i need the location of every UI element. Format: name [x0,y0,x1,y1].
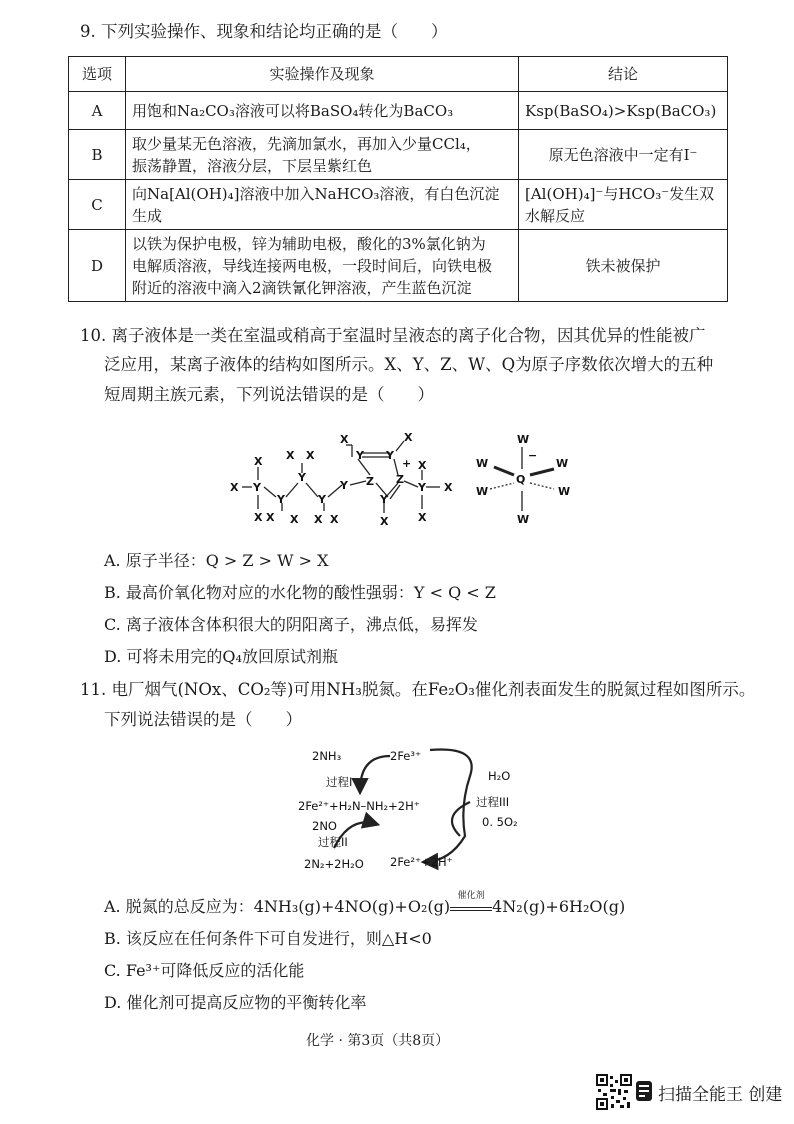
atom-x: X [254,455,263,468]
label-fe2: 2Fe²⁺+2H⁺ [390,855,453,869]
atom-x: X [230,481,239,494]
label-products2: 2N₂+2H₂O [304,857,364,871]
row-option: C [69,180,126,230]
label-o2: 0. 5O₂ [482,815,518,829]
atom-w: W [517,433,530,446]
q10-option-c: C. 离子液体含体积很大的阴阳离子，沸点低，易挥发 [104,615,478,634]
label-no: 2NO [312,819,337,833]
scanner-watermark: 扫描全能王 创建 [658,1085,783,1105]
atom-x: X [404,431,413,444]
q10-stem-line2: 泛应用，某离子液体的结构如图所示。X、Y、Z、W、Q为原子序数依次增大的五种 [104,355,714,374]
row-conclusion: 原无色溶液中一定有I⁻ [519,130,728,180]
atom-y: Y [418,481,426,494]
page-footer: 化学 · 第3页（共8页） [306,1033,450,1049]
atom-y: Y [380,493,388,506]
atom-y: Y [318,493,326,506]
q11-option-d: D. 催化剂可提高反应物的平衡转化率 [104,993,367,1012]
row-operation: 取少量某无色溶液，先滴加氯水，再加入少量CCl₄， 振荡静置，溶液分层，下层呈紫红色 [126,130,519,180]
catalyst-label: 催化剂 [457,890,485,901]
atom-x: X [306,449,315,462]
row-option: B [69,130,126,180]
header-option: 选项 [69,57,126,92]
atom-z: Z [396,473,404,486]
row-option: A [69,92,126,130]
q9-table [68,56,728,302]
row-operation: 向Na[Al(OH)₄]溶液中加入NaHCO₃溶液，有白色沉淀 生成 [126,180,519,230]
ionic-liquid-structure-figure [220,425,590,530]
label-process1: 过程I [326,775,353,789]
q10-stem-line3: 短周期主族元素，下列说法错误的是（ ） [104,385,434,404]
q11-option-c: C. Fe³⁺可降低反应的活化能 [104,961,305,980]
q11-stem-line2: 下列说法错误的是（ ） [104,710,302,729]
atom-y: Y [277,493,285,506]
label-process3: 过程III [476,795,510,809]
q9-stem: 9. 下列实验操作、现象和结论均正确的是（ ） [80,22,448,41]
label-fe3: 2Fe³⁺ [390,749,422,763]
atom-z: Z [366,475,374,488]
qr-code-icon [596,1074,632,1110]
row-conclusion: Ksp(BaSO₄)>Ksp(BaCO₃) [519,92,728,130]
atom-x: X [380,515,389,528]
q11-option-b: B. 该反应在任何条件下可自发进行，则△H<0 [104,929,432,948]
label-nh3: 2NH₃ [312,749,342,763]
label-process2: 过程II [318,835,348,849]
atom-x: X [254,511,263,524]
header-operation: 实验操作及现象 [126,57,519,92]
atom-y: Y [356,449,364,462]
atom-x: X [314,513,323,526]
atom-x: X [418,511,427,524]
row-conclusion: [Al(OH)₄]⁻与HCO₃⁻发生双 水解反应 [519,180,728,230]
table-row [69,92,728,130]
table-row [69,130,728,180]
atom-x: X [266,511,275,524]
atom-x: X [290,513,299,526]
denitration-cycle-figure [290,736,550,876]
row-option: D [69,230,126,302]
atom-y: Y [298,471,306,484]
q10-stem-line1: 10. 离子液体是一类在室温或稍高于室温时呈液态的离子化合物，因其优异的性能被广 [80,326,706,345]
row-operation: 以铁为保护电极，锌为辅助电极，酸化的3%氯化钠为 电解质溶液，导线连接两电极，一段时间后，向铁电极 附近的溶液中滴入2滴铁氰化钾溶液，产生蓝色沉淀 [126,230,519,302]
equilibrium-arrow [450,907,492,911]
q10-option-a: A. 原子半径：Q > Z > W > X [104,551,329,570]
q10-option-b: B. 最高价氧化物对应的水化物的酸性强弱：Y < Q < Z [104,583,496,602]
atom-w: W [517,513,530,526]
atom-x: X [418,459,427,472]
row-operation: 用饱和Na₂CO₃溶液可以将BaSO₄转化为BaCO₃ [126,92,519,130]
label-middle: 2Fe²⁺+H₂N–NH₂+2H⁺ [298,799,420,813]
q11-option-a: A. 脱氮的总反应为：4NH₃(g)+4NO(g)+O₂(g) 催化剂 4N₂(g)+6H₂O(g) [104,890,626,916]
atom-y: Y [340,479,348,492]
header-conclusion: 结论 [519,57,728,92]
table-row [69,180,728,230]
q11-stem-line1: 11. 电厂烟气(NOx、CO₂等)可用NH₃脱氮。在Fe₂O₃催化剂表面发生的脱氮过程如图所示。 [80,680,756,699]
atom-w: W [476,485,489,498]
scanner-logo-icon [634,1080,654,1102]
label-h2o: H₂O [488,769,511,783]
table-header-row [69,57,728,92]
atom-x: X [444,481,453,494]
table-row [69,230,728,302]
atom-w: W [558,485,571,498]
atom-y: Y [253,481,261,494]
atom-w: W [556,457,569,470]
atom-x: X [286,449,295,462]
atom-q: Q [516,473,526,486]
cation-charge: + [402,457,412,470]
atom-y: Y [386,449,394,462]
anion-charge: − [528,449,538,462]
row-conclusion: 铁未被保护 [519,230,728,302]
atom-x: X [330,513,339,526]
q10-option-d: D. 可将未用完的Q₄放回原试剂瓶 [104,647,338,666]
atom-w: W [476,457,489,470]
atom-x: X [340,433,349,446]
